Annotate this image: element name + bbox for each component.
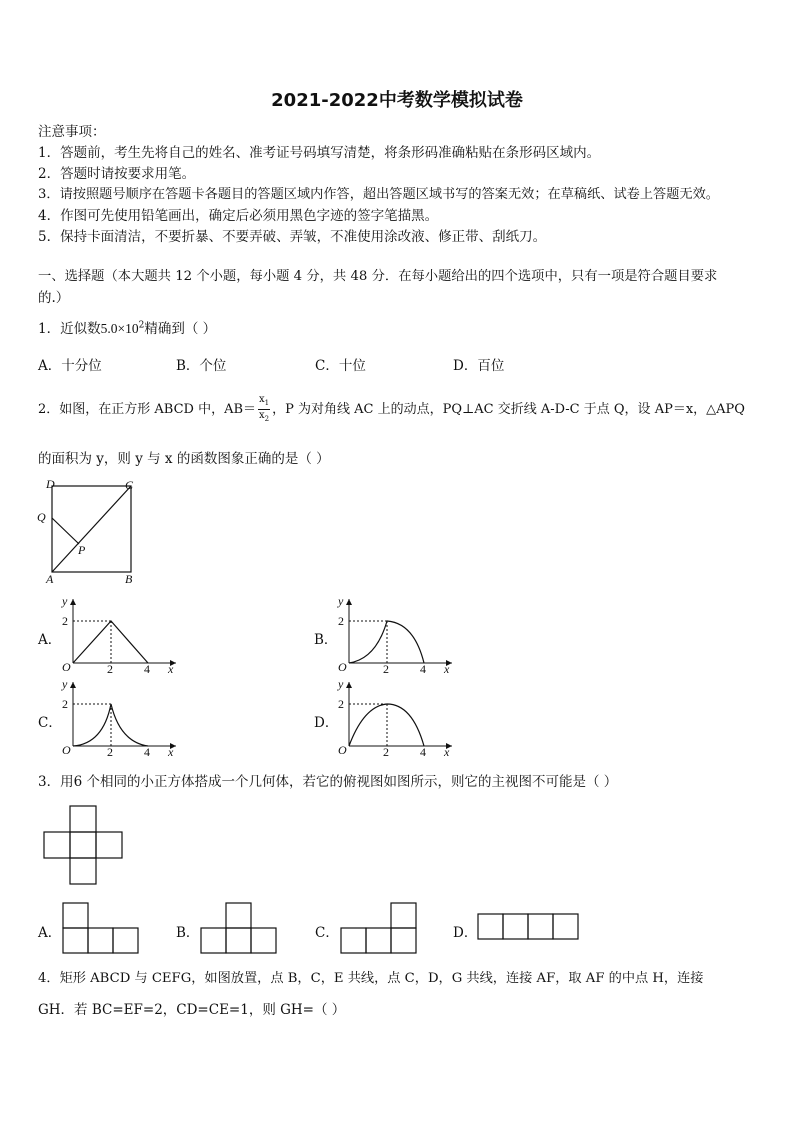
q1-option-b[interactable]: B．个位 [176, 358, 227, 374]
svg-text:2: 2 [62, 614, 68, 628]
label-q: Q [37, 510, 46, 524]
q2-option-b[interactable]: B． [314, 632, 338, 648]
notice-item-1: 1．答题前，考生先将自己的姓名、准考证号码填写清楚，将条形码准确粘贴在条形码区域内。 [38, 145, 601, 161]
question-2-line2: 的面积为 y，则 y 与 x 的函数图象正确的是（ ） [38, 451, 330, 467]
label-c: C [125, 478, 134, 492]
q1-option-c[interactable]: C．十位 [315, 358, 366, 374]
q3-option-b-figure [198, 900, 278, 956]
svg-text:2: 2 [383, 745, 389, 756]
q3-option-c-figure [338, 900, 418, 956]
svg-text:2: 2 [62, 697, 68, 711]
svg-text:4: 4 [144, 745, 150, 756]
q1-expr: 5.0×10 [100, 321, 139, 336]
notice-item-2: 2．答题时请按要求用笔。 [38, 166, 196, 182]
svg-text:x: x [168, 662, 174, 673]
notice-heading: 注意事项： [38, 124, 106, 140]
q2-suffix: ，P 为对角线 AC 上的动点，PQ⊥AC 交折线 A-D-C 于点 Q，设 AP＝x，△APQ [272, 402, 745, 417]
q2-option-c[interactable]: C． [38, 715, 62, 731]
svg-text:x: x [168, 745, 174, 756]
q2-option-d[interactable]: D． [314, 715, 339, 731]
svg-text:4: 4 [144, 662, 150, 673]
page-title: 2021-2022中考数学模拟试卷 [271, 90, 523, 111]
svg-text:y: y [338, 677, 344, 691]
question-4-line1: 4．矩形 ABCD 与 CEFG，如图放置，点 B，C，E 共线，点 C，D，G 共线，连接 AF，取 AF 的中点 H，连接 [38, 971, 704, 986]
svg-text:2: 2 [107, 662, 113, 673]
q2-graph-c [58, 676, 183, 756]
q1-option-a[interactable]: A．十分位 [38, 358, 102, 374]
svg-text:2: 2 [107, 745, 113, 756]
q1-option-d[interactable]: D．百位 [453, 358, 505, 374]
notice-item-4: 4．作图可先使用铅笔画出，确定后必须用黑色字迹的签字笔描黑。 [38, 208, 439, 224]
label-d: D [46, 477, 55, 491]
segment-pq [52, 518, 79, 544]
q3-top-view [38, 800, 130, 888]
svg-text:O: O [62, 660, 71, 673]
svg-text:y: y [62, 677, 68, 691]
q3-option-b[interactable]: B． [176, 925, 200, 941]
q2-option-a[interactable]: A． [38, 632, 62, 648]
q1-exponent: 2 [138, 320, 145, 331]
section-heading-line1: 一、选择题（本大题共 12 个小题，每小题 4 分，共 48 分．在每小题给出的四个选项中，只有一项是符合题目要求 [38, 269, 718, 284]
label-a: A [46, 572, 54, 586]
label-p: P [78, 543, 86, 557]
section-heading-line2: 的.） [38, 290, 70, 306]
q3-option-c[interactable]: C． [315, 925, 339, 941]
question-1 [38, 317, 216, 337]
svg-text:x: x [444, 745, 450, 756]
notice-item-5: 5．保持卡面清洁，不要折暴、不要弄破、弄皱，不准使用涂改液、修正带、刮纸刀。 [38, 229, 547, 245]
question-3: 3．用6 个相同的小正方体搭成一个几何体，若它的俯视图如图所示，则它的主视图不可能是（ ） [38, 774, 618, 790]
svg-text:O: O [62, 743, 71, 756]
svg-text:2: 2 [383, 662, 389, 673]
svg-text:O: O [338, 743, 347, 756]
q3-option-a[interactable]: A． [38, 925, 62, 941]
question-2 [38, 394, 745, 425]
label-b: B [125, 572, 133, 586]
q2-graph-a [58, 593, 183, 673]
q1-prefix: 1．近似数 [38, 321, 101, 337]
svg-text:O: O [338, 660, 347, 673]
svg-text:x: x [444, 662, 450, 673]
svg-text:4: 4 [420, 745, 426, 756]
q2-graph-b [334, 593, 459, 673]
svg-text:2: 2 [338, 697, 344, 711]
svg-text:2: 2 [338, 614, 344, 628]
q2-square-figure [34, 476, 144, 588]
question-4-line2: GH．若 BC=EF=2，CD=CE=1，则 GH=（ ） [38, 1002, 346, 1018]
notice-item-3: 3．请按照题号顺序在答题卡各题目的答题区域内作答，超出答题区域书写的答案无效；在草稿纸、试卷上答题无效。 [38, 187, 719, 202]
svg-text:y: y [62, 594, 68, 608]
svg-text:y: y [338, 594, 344, 608]
q2-prefix: 2．如图，在正方形 ABCD 中，AB＝ [38, 402, 257, 417]
q1-suffix: 精确到（ ） [144, 321, 217, 337]
q2-fraction: $\frac{x_1}{x_2}$ [259, 394, 270, 423]
q3-option-a-figure [60, 900, 140, 956]
svg-text:4: 4 [420, 662, 426, 673]
q3-option-d-figure [475, 911, 581, 943]
q3-option-d[interactable]: D． [453, 925, 478, 941]
q2-graph-d [334, 676, 459, 756]
